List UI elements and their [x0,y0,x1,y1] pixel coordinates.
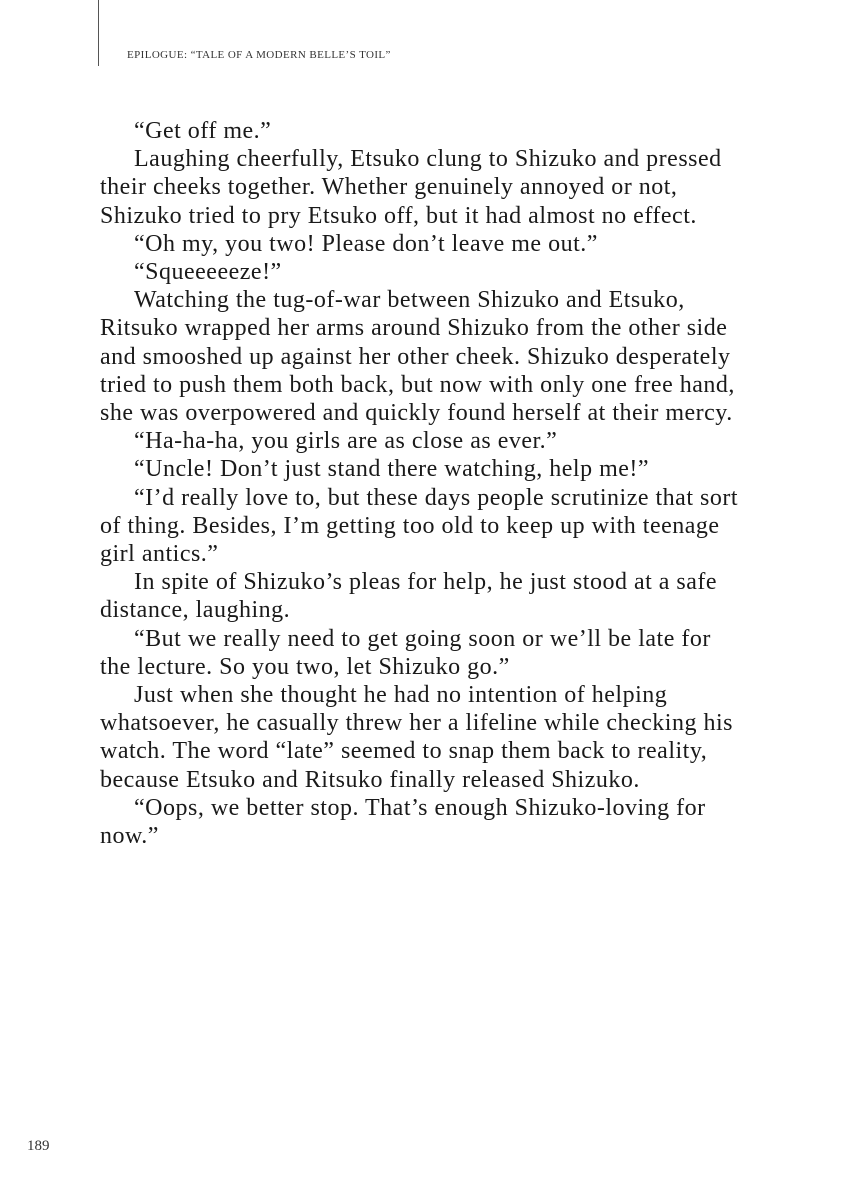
paragraph: “Squeeeeeze!” [134,259,282,286]
running-header: EPILOGUE: “TALE OF A MODERN BELLE’S TOIL” [127,49,391,61]
paragraph: “I’d really love to, but these days people scrutinize that sort of thing. Besides, I’m getting too old to keep up with teenage girl antics.” [100,484,738,568]
paragraph: Laughing cheerfully, Etsuko clung to Shizuko and pressed their cheeks together. Whether genuinely annoyed or not, Shizuko tried to pry Etsuko off, but it had almost no effect. [100,146,722,229]
paragraph: “Oh my, you two! Please don’t leave me out.” [134,230,598,257]
paragraph: “Uncle! Don’t just stand there watching, help me!” [134,456,650,483]
body-text [100,117,740,850]
page-number: 189 [27,1138,50,1154]
paragraph: “Ha-ha-ha, you girls are as close as ever.” [134,428,558,455]
paragraph: “Get off me.” [134,118,272,144]
paragraph: Watching the tug-of-war between Shizuko and Etsuko, Ritsuko wrapped her arms around Shizuko from the other side and smooshed up against her other cheek. Shizuko desperately tried to push them both back, but now with only one free hand, she was overpowered and quickly found herself at their mercy. [100,287,735,427]
header-divider [98,0,99,66]
paragraph: “Oops, we better stop. That’s enough Shizuko-loving for now.” [100,794,706,850]
paragraph: Just when she thought he had no intention of helping whatsoever, he casually threw her a lifeline while checking his watch. The word “late” seemed to snap them back to reality, because Etsuko and Ritsuko finally released Shizuko. [100,682,733,793]
paragraph: In spite of Shizuko’s pleas for help, he just stood at a safe distance, laughing. [100,569,718,624]
paragraph: “But we really need to get going soon or we’ll be late for the lecture. So you two, let Shizuko go.” [100,625,711,680]
